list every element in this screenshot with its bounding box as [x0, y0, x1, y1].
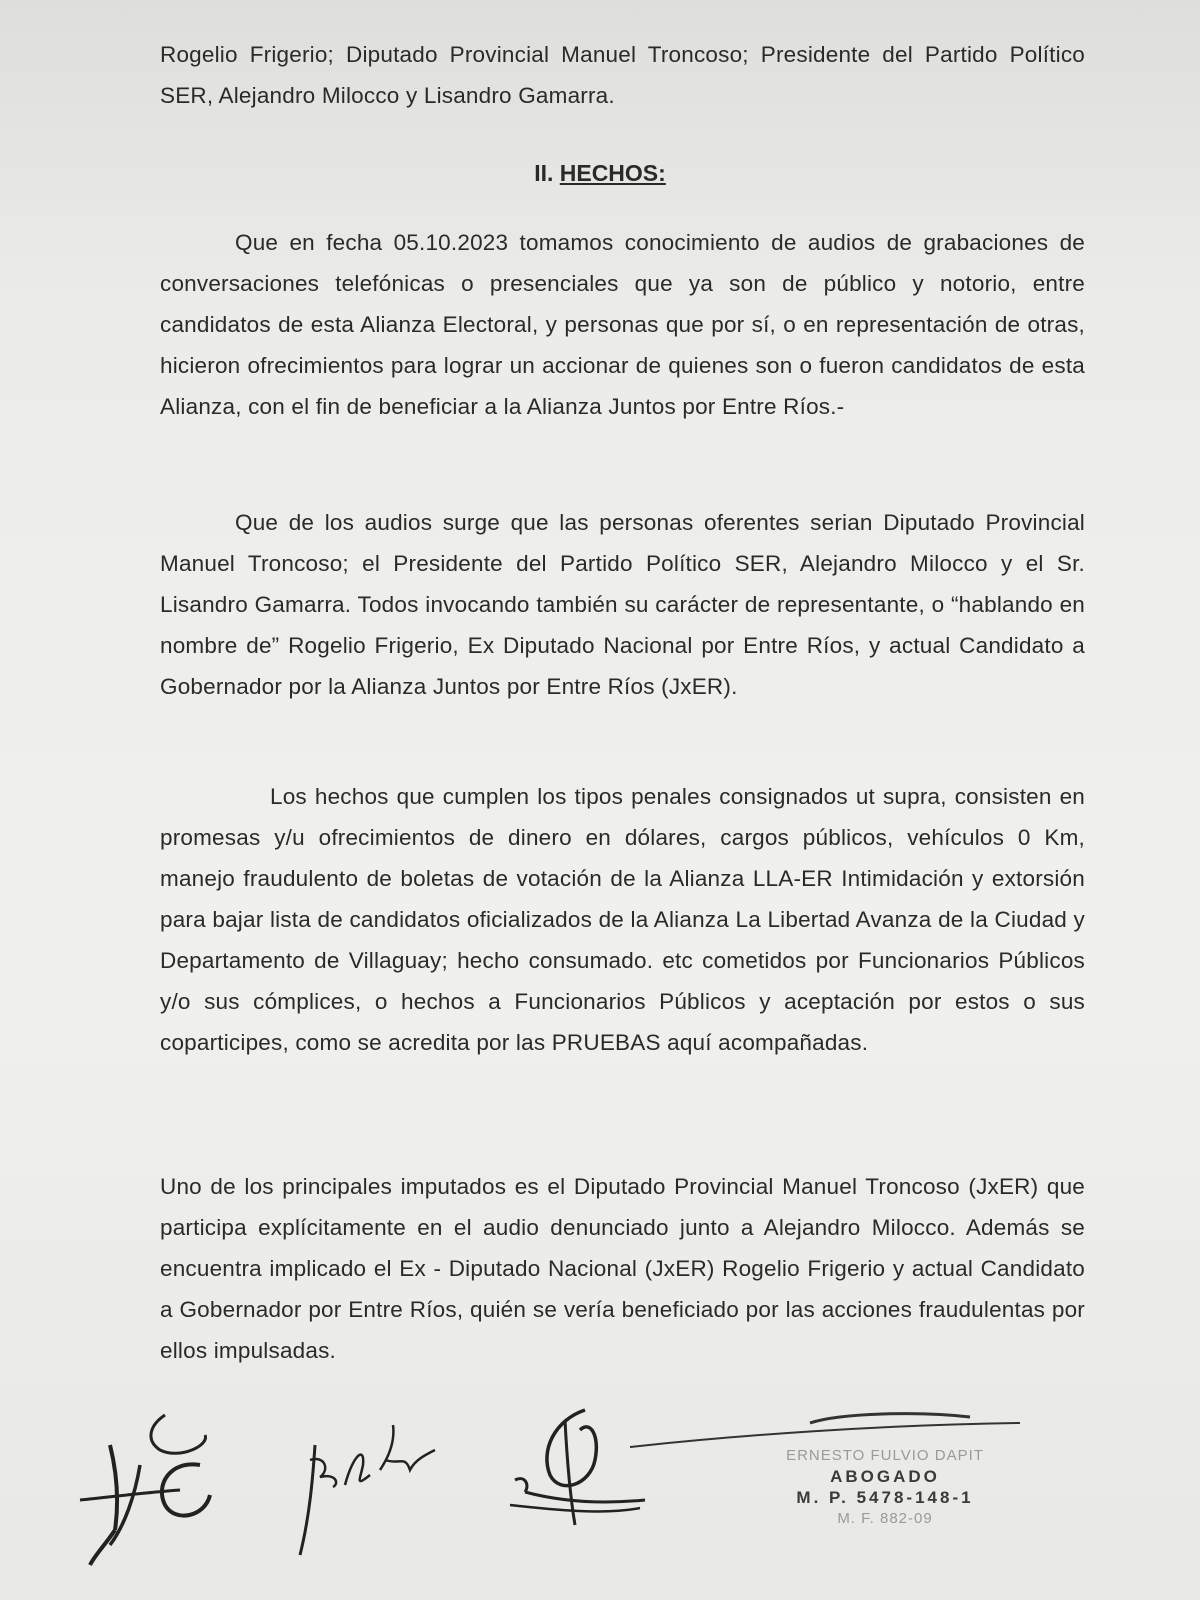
lawyer-stamp: [760, 1445, 1010, 1529]
section-number: II.: [534, 160, 554, 186]
stamp-mf: M. F. 882-09: [837, 1510, 933, 1527]
stamp-name: ERNESTO FULVIO DAPIT: [786, 1447, 984, 1464]
paragraph-2-block: [160, 502, 1085, 707]
section-title: HECHOS:: [559, 160, 666, 186]
paragraph-3: Los hechos que cumplen los tipos penales consignados ut supra, consisten en promesas y/u ofrecimientos de dinero en dólares, cargos públicos, vehículos 0 Km, manejo fraudulento de boletas de votación de la Alianza LLA-ER Intimidación y extorsión para bajar lista de candidatos oficializados de la Alianza La Libertad Avanza de la Ciudad y Departamento de Villaguay; hecho consumado. etc cometidos por Funcionarios Públicos y/o sus cómplices, o hechos a Funcionarios Públicos y aceptación por estos o sus coparticipes, como se acredita por las PRUEBAS aquí acompañadas.: [160, 784, 1085, 1055]
intro-block: [160, 34, 1085, 116]
intro-paragraph: Rogelio Frigerio; Diputado Provincial Manuel Troncoso; Presidente del Partido Político SER, Alejandro Milocco y Lisandro Gamarra.: [160, 42, 1085, 108]
signature-1: [70, 1405, 230, 1570]
signature-2: [285, 1415, 455, 1565]
paragraph-3-block: [160, 776, 1085, 1063]
paragraph-1-block: [160, 222, 1085, 427]
stamp-mp: M. P. 5478-148-1: [796, 1488, 974, 1507]
paragraph-2: Que de los audios surge que las personas oferentes serian Diputado Provincial Manuel Troncoso; el Presidente del Partido Político SER, Alejandro Milocco y el Sr. Lisandro Gamarra. Todos invocando también su carácter de representante, o “hablando en nombre de” Rogelio Frigerio, Ex Diputado Nacional por Entre Ríos, y actual Candidato a Gobernador por la Alianza Juntos por Entre Ríos (JxER).: [160, 510, 1085, 699]
section-heading: [0, 160, 1200, 187]
paragraph-4-block: [160, 1166, 1085, 1371]
stamp-title: ABOGADO: [830, 1467, 940, 1486]
paragraph-1: Que en fecha 05.10.2023 tomamos conocimiento de audios de grabaciones de conversaciones telefónicas o presenciales que ya son de público y notorio, entre candidatos de esta Alianza Electoral, y personas que por sí, o en representación de otras, hicieron ofrecimientos para lograr un accionar de quienes son o fueron candidatos de esta Alianza, con el fin de beneficiar a la Alianza Juntos por Entre Ríos.-: [160, 230, 1085, 419]
paragraph-4: Uno de los principales imputados es el Diputado Provincial Manuel Troncoso (JxER) que participa explícitamente en el audio denunciado junto a Alejandro Milocco. Además se encuentra implicado el Ex - Diputado Nacional (JxER) Rogelio Frigerio y actual Candidato a Gobernador por Entre Ríos, quién se vería beneficiado por las acciones fraudulentas por ellos impulsadas.: [160, 1174, 1085, 1363]
